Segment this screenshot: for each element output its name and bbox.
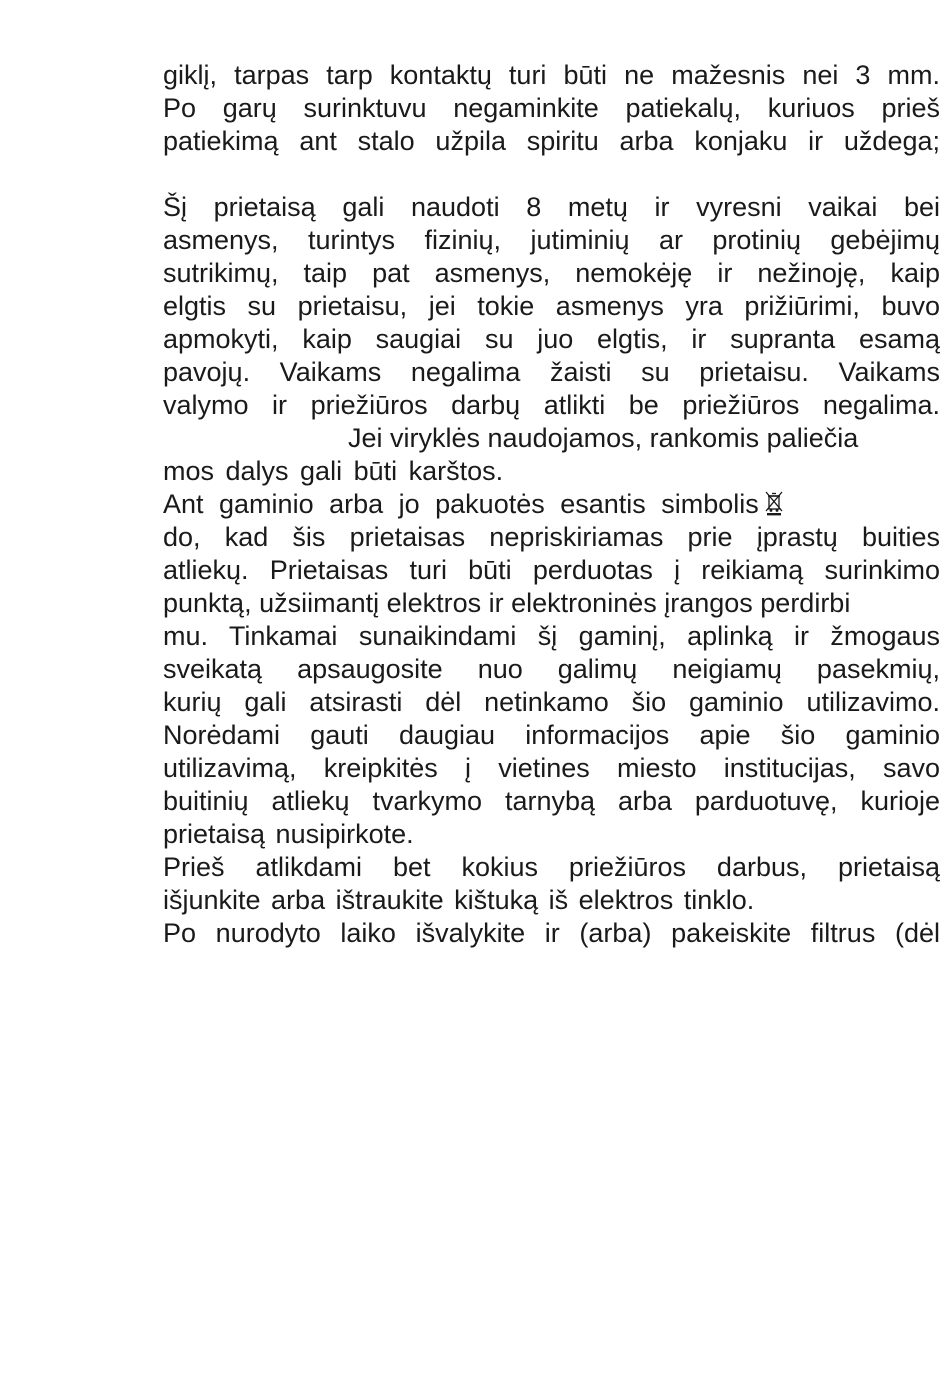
text-line-7: elgtis su prietaisu, jei tokie asmenys yra prižiūrimi, buvo [163,291,940,321]
text-line-15: atliekų. Prietaisas turi būti perduotas į reikiamą surinkimo [163,555,940,585]
text-line-3: patiekimą ant stalo užpila spiritu arba konjaku ir uždega; [163,126,940,156]
text-line-25: išjunkite arba ištraukite kištuką iš elektros tinklo. [163,885,755,915]
text-line-22: buitinių atliekų tvarkymo tarnybą arba parduotuvę, kurioje [163,786,940,816]
text-line-8: apmokyti, kaip saugiai su juo elgtis, ir supranta esamą [163,324,940,354]
text-line-17: mu. Tinkamai sunaikindami šį gaminį, aplinką ir žmogaus [163,621,940,651]
text-line-4: Šį prietaisą gali naudoti 8 metų ir vyresni vaikai bei [163,192,940,222]
text-line-9: pavojų. Vaikams negalima žaisti su prietaisu. Vaikams [163,357,940,387]
text-line-26: Po nurodyto laiko išvalykite ir (arba) pakeiskite filtrus (dėl [163,918,940,948]
text-line-5: asmenys, turintys fizinių, jutiminių ar protinių gebėjimų [163,225,940,255]
text-line-14: do, kad šis prietaisas nepriskiriamas prie įprastų buities [163,522,940,552]
text-line-16: punktą, užsiimantį elektros ir elektroninės įrangos perdirbi [163,588,851,618]
text-line-13: Ant gaminio arba jo pakuotės esantis simbolis [163,489,759,519]
crossed-out-wheelie-bin-icon [765,490,783,516]
text-line-2: Po garų surinktuvu negaminkite patiekalų, kuriuos prieš [163,93,940,123]
text-line-24: Prieš atlikdami bet kokius priežiūros darbus, prietaisą [163,852,940,882]
text-line-21: utilizavimą, kreipkitės į vietines miesto institucijas, savo [163,753,940,783]
text-line-1: giklį, tarpas tarp kontaktų turi būti ne mažesnis nei 3 mm. [163,60,940,90]
text-line-19: kurių gali atsirasti dėl netinkamo šio gaminio utilizavimo. [163,687,940,717]
text-line-13-row [163,488,940,521]
text-line-20: Norėdami gauti daugiau informacijos apie šio gaminio [163,720,940,750]
text-line-10: valymo ir priežiūros darbų atlikti be priežiūros negalima. [163,390,940,420]
text-line-18: sveikatą apsaugosite nuo galimų neigiamų pasekmių, [163,654,940,684]
text-line-11: Jei viryklės naudojamos, rankomis paliečia [348,423,859,453]
text-line-6: sutrikimų, taip pat asmenys, nemokėję ir nežinoję, kaip [163,258,940,288]
text-line-12: mos dalys gali būti karštos. [163,456,504,486]
text-line-23: prietaisą nusipirkote. [163,819,414,849]
